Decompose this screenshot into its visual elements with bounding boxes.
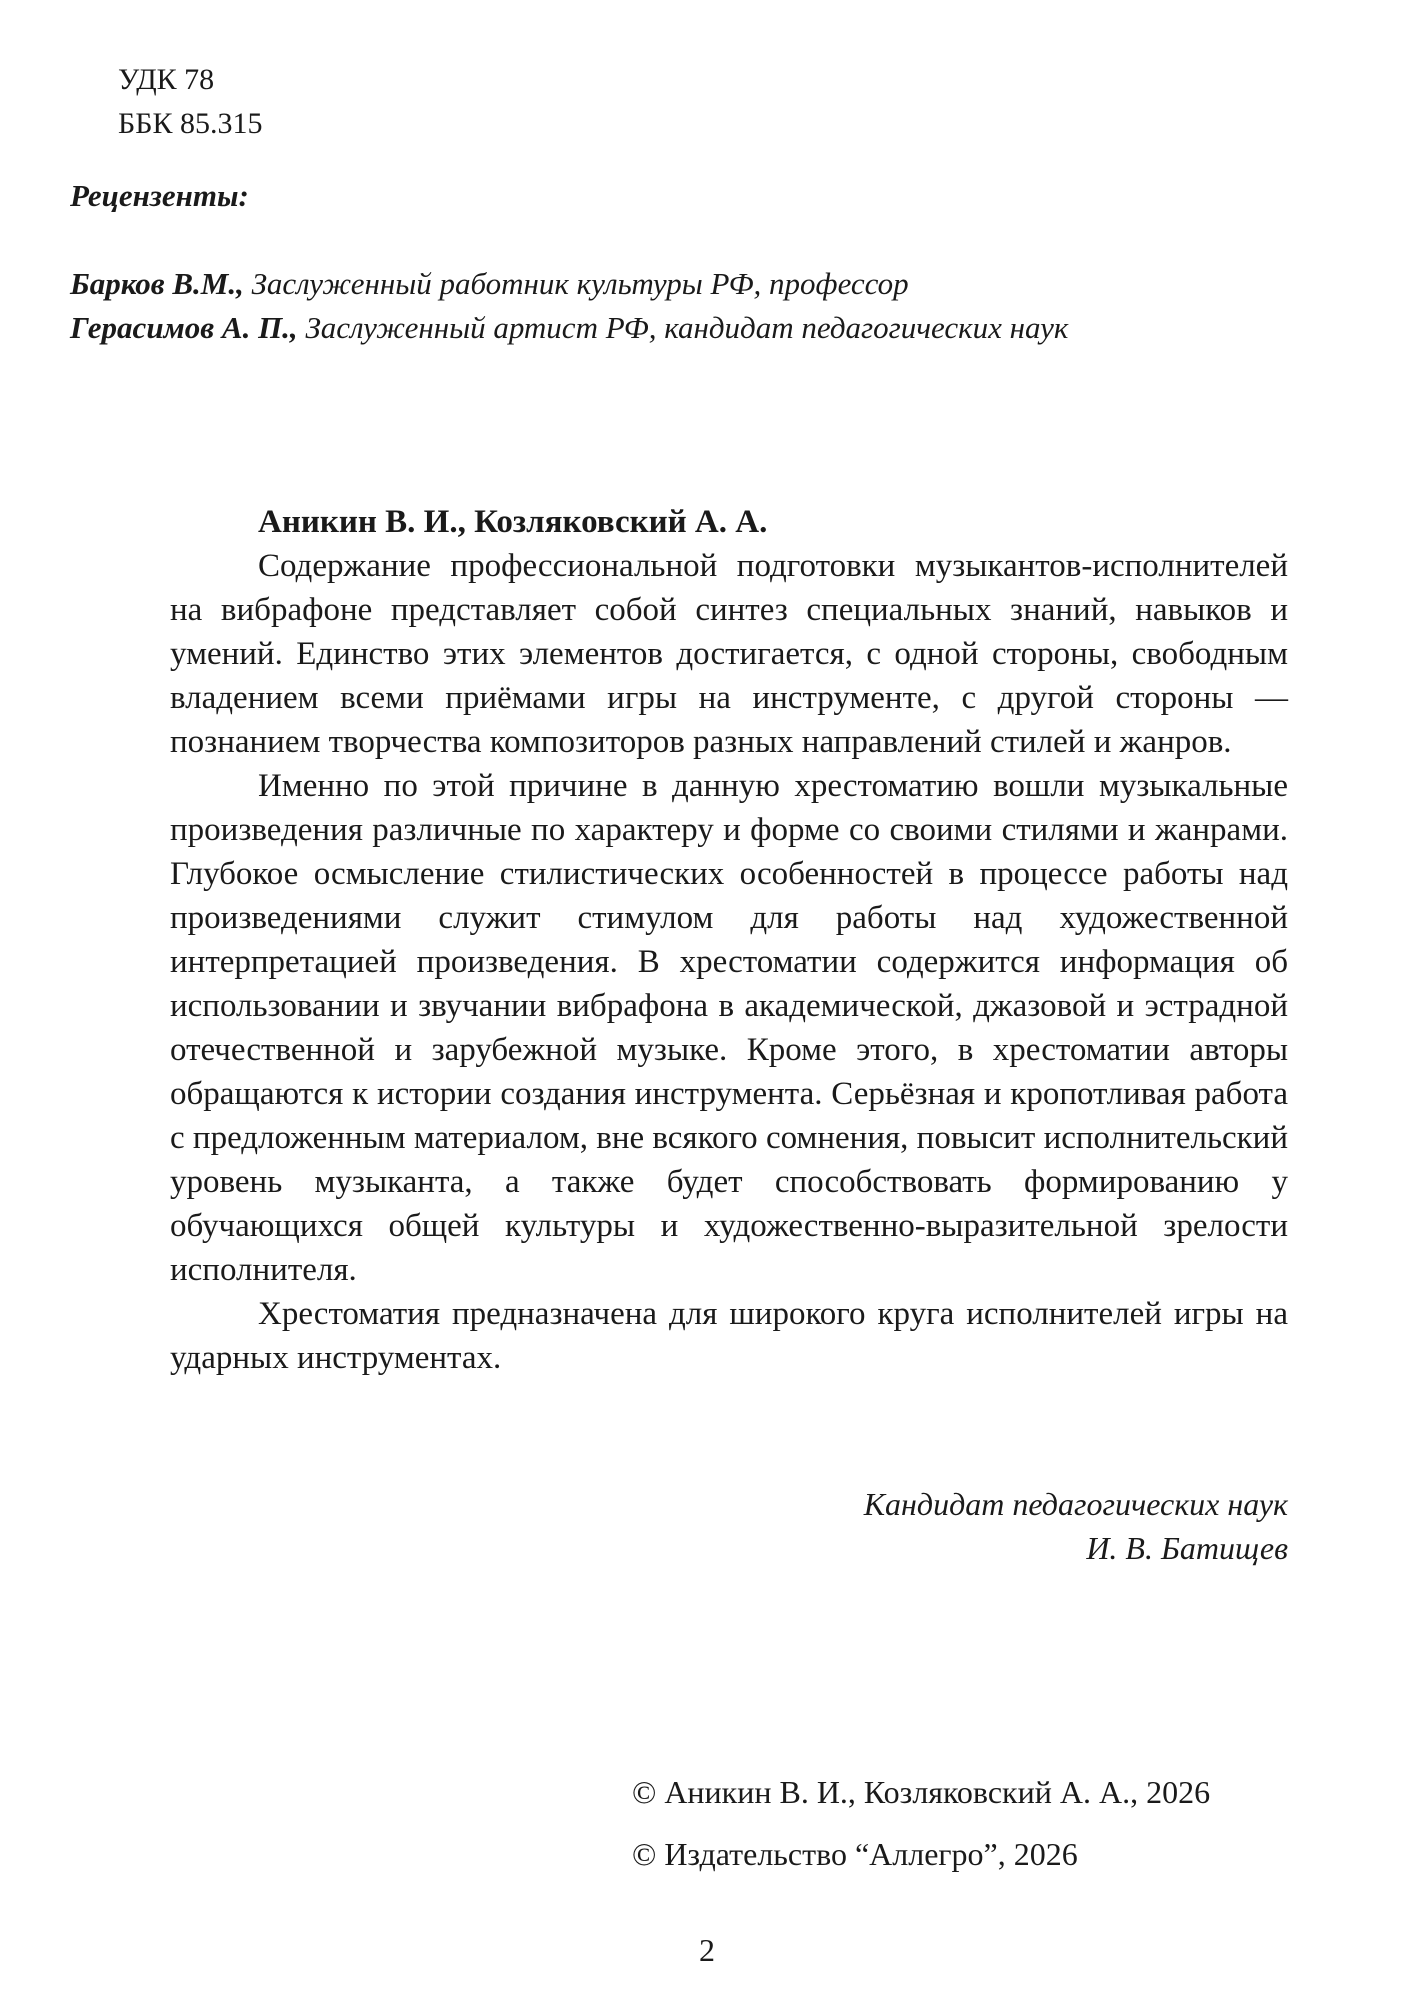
bbk-code: ББК 85.315 [118, 107, 263, 140]
reviewer-entry [70, 262, 1068, 306]
copyright-authors: © Аникин В. И., Козляковский А. А., 2026 [632, 1774, 1211, 1810]
annotation-paragraph: Содержание профессиональной подготовки музыкантов-исполнителей на вибрафоне представляет собой синтез специальных знаний, навыков и умений. Единство этих элементов достигается, с одной стороны, свободным владением всеми приёмами игры на инструменте, с другой стороны — познанием творчества композиторов разных направлений стилей и жанров. [170, 548, 1288, 760]
annotation [170, 500, 1288, 1380]
copyright-publisher: © Издательство “Аллегро”, 2026 [632, 1836, 1078, 1872]
reviewer-entry [70, 306, 1068, 350]
classification-codes [118, 58, 262, 146]
reviewer-title: Заслуженный артист РФ, кандидат педагогических наук [305, 310, 1069, 345]
reviewers-heading: Рецензенты: [70, 178, 249, 213]
signature [864, 1482, 1288, 1570]
signature-name: И. В. Батищев [1086, 1530, 1288, 1566]
annotation-paragraph: Именно по этой причине в данную хрестоматию вошли музыкальные произведения различные по характеру и форме со своими стилями и жанрами. Глубокое осмысление стилистических особенностей в процессе работы над произведениями служит стимулом для работы над художественной интерпретацией произведения. В хрестоматии содержится информация об использовании и звучании вибрафона в академической, джазовой и эстрадной отечественной и зарубежной музыке. Кроме этого, в хрестоматии авторы обращаются к истории создания инструмента. Серьёзная и кропотливая работа с предложенным материалом, вне всякого сомнения, повысит исполнительский уровень музыканта, а также будет способствовать формированию у обучающихся общей культуры и художественно-выразительной зрелости исполнителя. [170, 768, 1288, 1288]
annotation-paragraph: Хрестоматия предназначена для широкого круга исполнителей игры на ударных инструментах. [170, 1296, 1288, 1376]
reviewer-title: Заслуженный работник культуры РФ, профессор [251, 266, 909, 301]
signature-degree: Кандидат педагогических наук [863, 1486, 1288, 1522]
page-number: 2 [699, 1932, 715, 1968]
reviewer-name: Барков В.М., [70, 266, 244, 301]
reviewers-list [70, 262, 1068, 350]
udk-code: УДК 78 [118, 63, 215, 96]
reviewer-name: Герасимов А. П., [70, 310, 298, 345]
annotation-authors: Аникин В. И., Козляковский А. А. [258, 504, 768, 540]
